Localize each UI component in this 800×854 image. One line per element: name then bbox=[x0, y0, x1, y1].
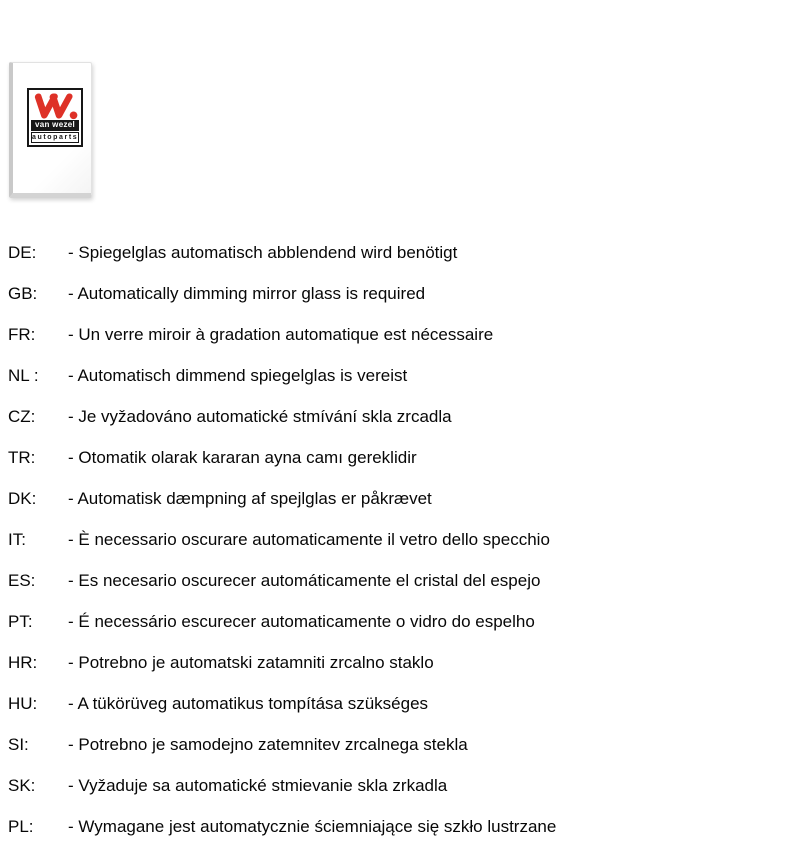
translation-text: - Automatisk dæmpning af spejlglas er påkrævet bbox=[68, 488, 432, 508]
vw-monogram-icon bbox=[31, 92, 79, 120]
translation-row bbox=[8, 560, 788, 601]
language-code: HR: bbox=[8, 652, 38, 672]
translation-text: - Vyžaduje sa automatické stmievanie skla zrkadla bbox=[68, 775, 448, 795]
language-code: NL : bbox=[8, 365, 39, 385]
vanwezel-logo bbox=[27, 88, 83, 147]
language-code: DE: bbox=[8, 242, 37, 262]
language-code: PT: bbox=[8, 611, 33, 631]
language-code: SK: bbox=[8, 775, 36, 795]
translation-text: - Potrebno je automatski zatamniti zrcalno staklo bbox=[68, 652, 434, 672]
language-code: ES: bbox=[8, 570, 36, 590]
translation-text: - Automatically dimming mirror glass is required bbox=[68, 283, 426, 303]
translation-row bbox=[8, 765, 788, 806]
translation-text: - È necessario oscurare automaticamente il vetro dello specchio bbox=[68, 529, 550, 549]
translation-row bbox=[8, 314, 788, 355]
language-code: FR: bbox=[8, 324, 36, 344]
translation-text: - A tükörüveg automatikus tompítása szükséges bbox=[68, 693, 429, 713]
translation-text: - Automatisch dimmend spiegelglas is vereist bbox=[68, 365, 408, 385]
translation-row bbox=[8, 355, 788, 396]
language-code: SI: bbox=[8, 734, 29, 754]
translation-row bbox=[8, 273, 788, 314]
translation-row bbox=[8, 642, 788, 683]
language-code: HU: bbox=[8, 693, 38, 713]
translation-text: - Wymagane jest automatycznie ściemniające się szkło lustrzane bbox=[68, 816, 557, 836]
translation-row bbox=[8, 437, 788, 478]
translation-text: - Un verre miroir à gradation automatique est nécessaire bbox=[68, 324, 494, 344]
language-code: PL: bbox=[8, 816, 34, 836]
translation-row bbox=[8, 232, 788, 273]
translation-row bbox=[8, 396, 788, 437]
language-code: CZ: bbox=[8, 406, 36, 426]
translation-row bbox=[8, 601, 788, 642]
translation-text: - Otomatik olarak kararan ayna camı gereklidir bbox=[68, 447, 417, 467]
translation-text: - É necessário escurecer automaticamente o vidro do espelho bbox=[68, 611, 535, 631]
brand-subtitle: autoparts bbox=[32, 134, 79, 141]
language-code: DK: bbox=[8, 488, 37, 508]
translation-text: - Je vyžadováno automatické stmívání skla zrcadla bbox=[68, 406, 452, 426]
brand-package bbox=[9, 62, 92, 198]
brand-name: van wezel bbox=[31, 120, 79, 131]
translation-row bbox=[8, 806, 788, 847]
language-code: IT: bbox=[8, 529, 26, 549]
translation-row bbox=[8, 683, 788, 724]
translation-text: - Es necesario oscurecer automáticamente el cristal del espejo bbox=[68, 570, 541, 590]
translation-text: - Spiegelglas automatisch abblendend wird benötigt bbox=[68, 242, 458, 262]
language-code: TR: bbox=[8, 447, 36, 467]
language-code: GB: bbox=[8, 283, 38, 303]
translation-row bbox=[8, 478, 788, 519]
translation-row bbox=[8, 519, 788, 560]
translation-text: - Potrebno je samodejno zatemnitev zrcalnega stekla bbox=[68, 734, 468, 754]
translation-list bbox=[8, 232, 788, 847]
translation-row bbox=[8, 724, 788, 765]
